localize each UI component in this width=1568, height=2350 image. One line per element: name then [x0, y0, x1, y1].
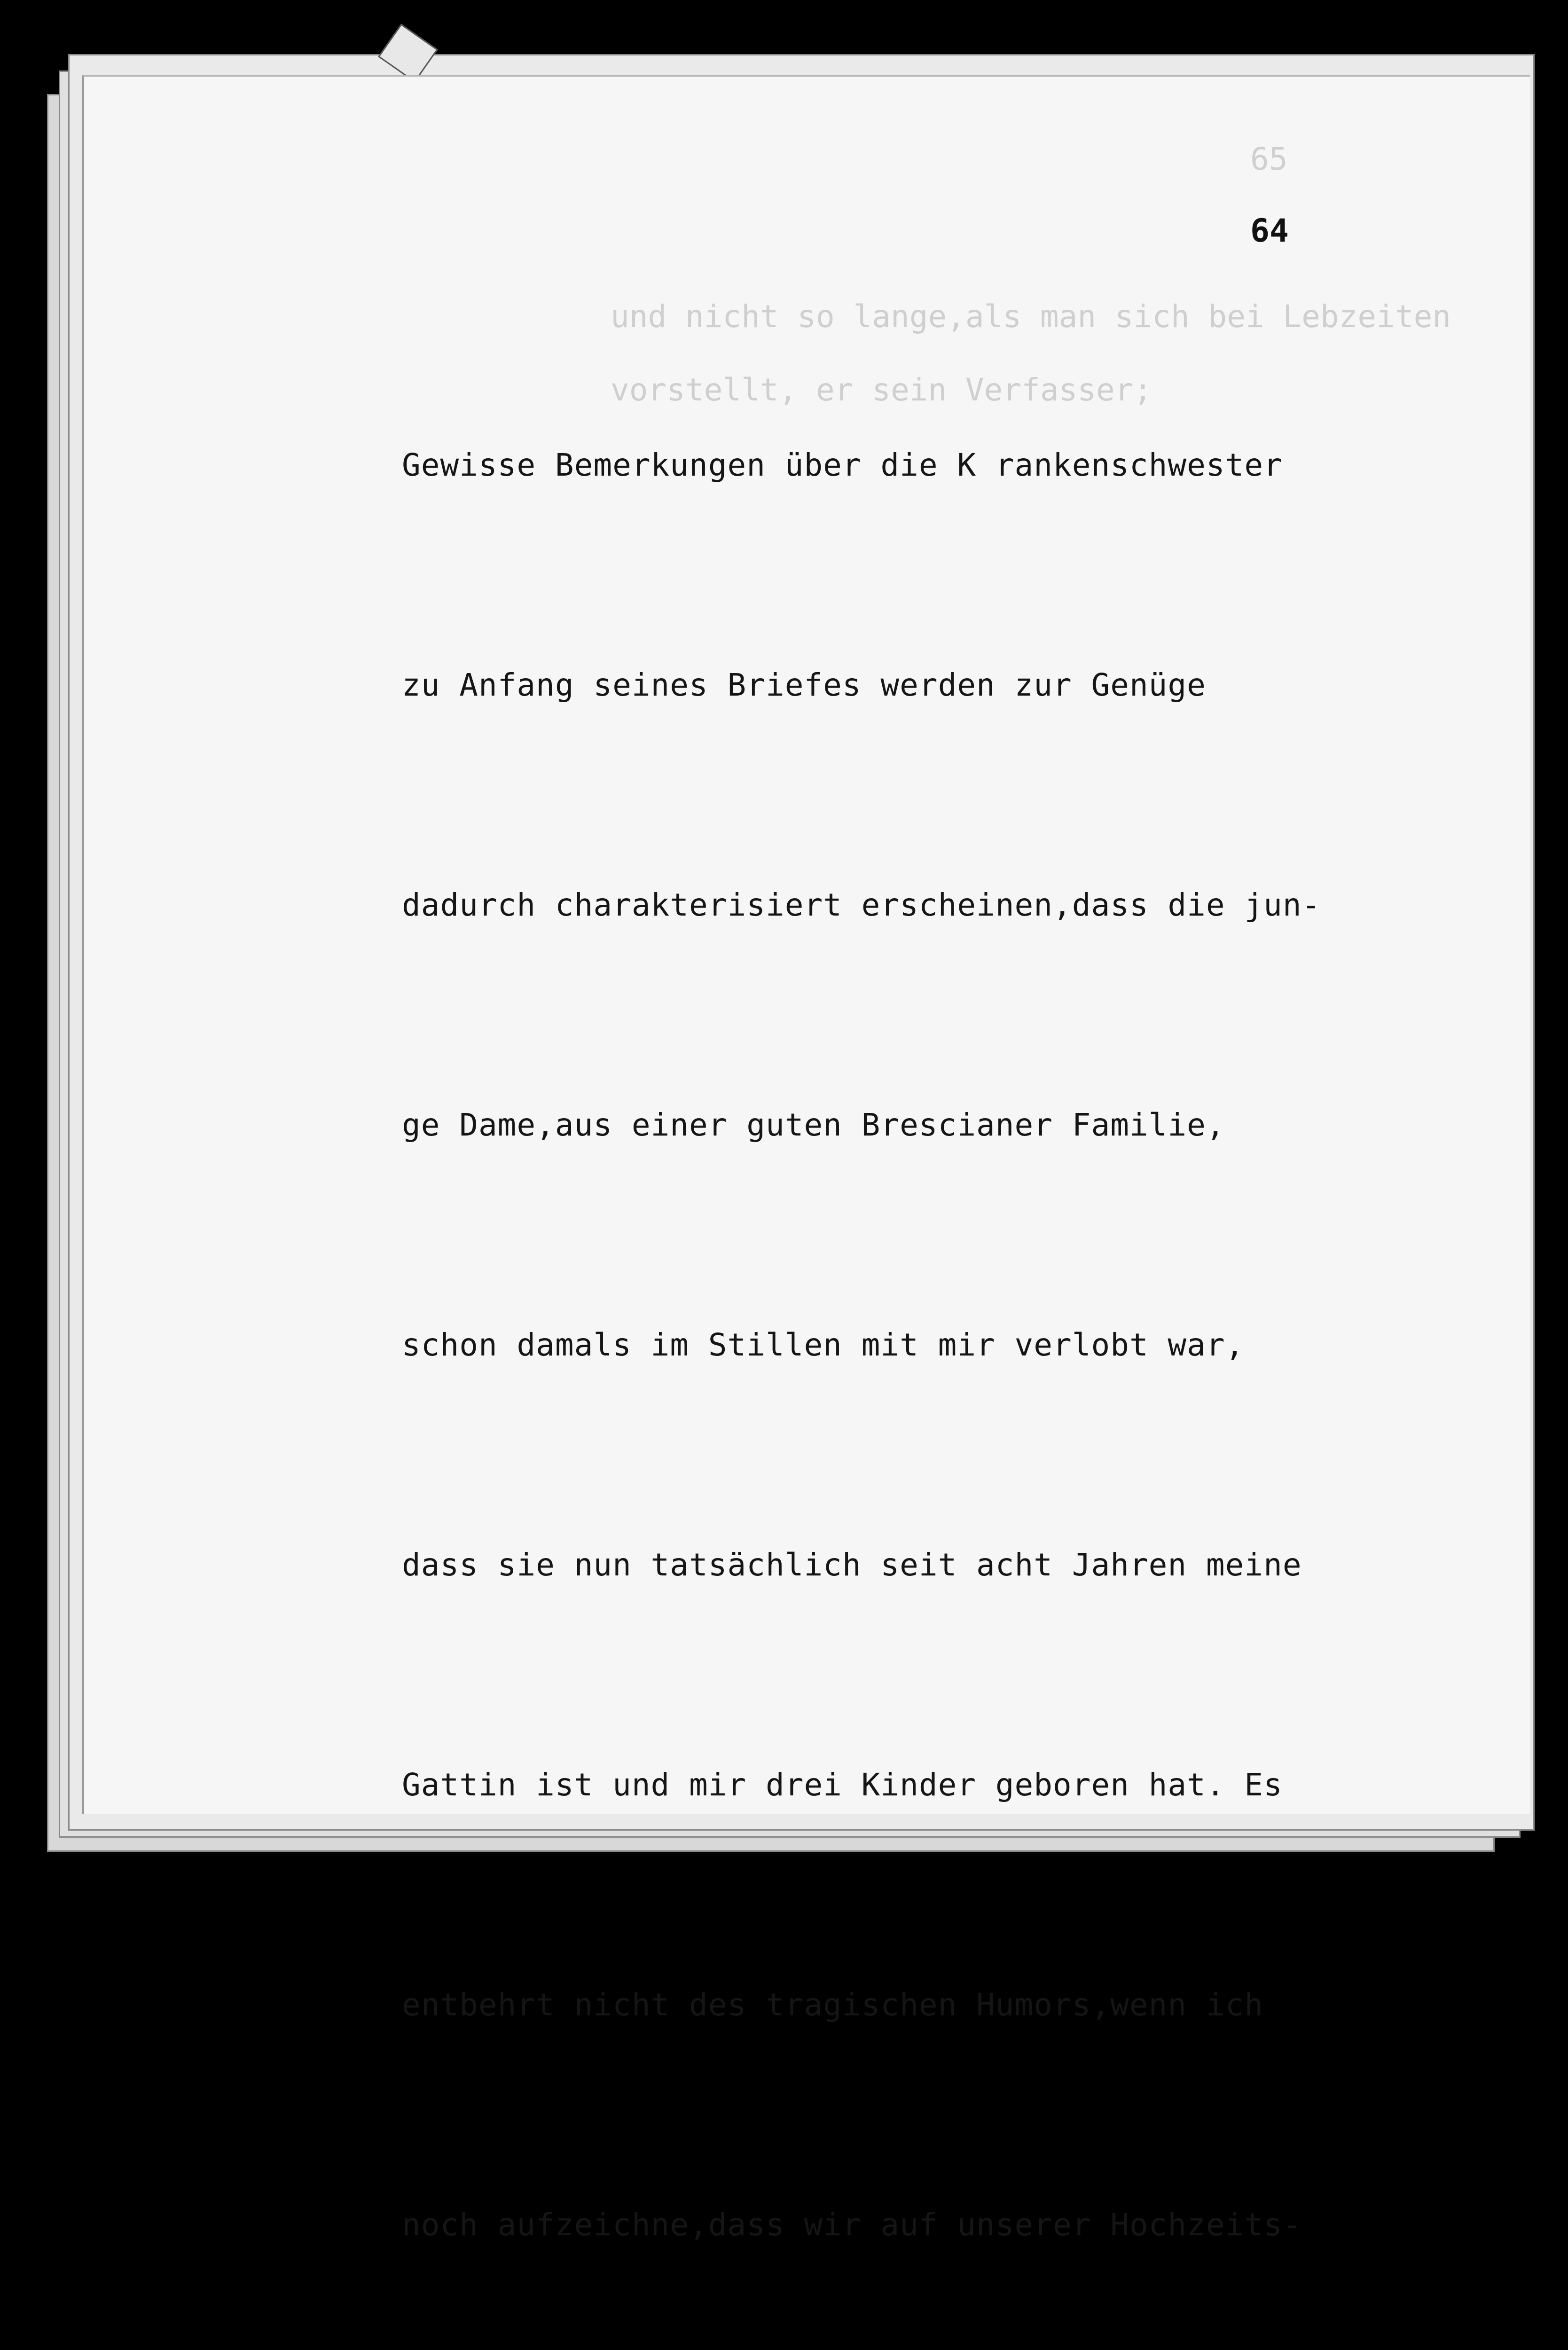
- bleed-through-page-number: 65: [1250, 141, 1288, 177]
- text-line: Gattin ist und mir drei Kinder geboren hat. Es: [402, 1767, 1283, 1803]
- bleed-through-line: und nicht so lange,als man sich bei Lebzeiten: [610, 298, 1451, 335]
- text-line: ge Dame,aus einer guten Brescianer Familie,: [402, 1107, 1225, 1143]
- body-text: [402, 282, 1483, 2350]
- text-line: dass sie nun tatsächlich seit acht Jahren meine: [402, 1547, 1302, 1583]
- page-number: 64: [1250, 212, 1289, 250]
- text-line: zu Anfang seines Briefes werden zur Genüge: [402, 667, 1206, 703]
- text-line: entbehrt nicht des tragischen Humors,wenn ich: [402, 1987, 1264, 2023]
- text-line: noch aufzeichne,dass wir auf unserer Hochzeits-: [402, 2207, 1302, 2243]
- text-line: Gewisse Bemerkungen über die K rankenschwester: [402, 447, 1283, 483]
- bleed-through-line: vorstellt, er sein Verfasser;: [610, 372, 1152, 408]
- text-line: schon damals im Stillen mit mir verlobt war,: [402, 1327, 1245, 1363]
- text-line: dadurch charakterisiert erscheinen,dass die jun-: [402, 887, 1321, 923]
